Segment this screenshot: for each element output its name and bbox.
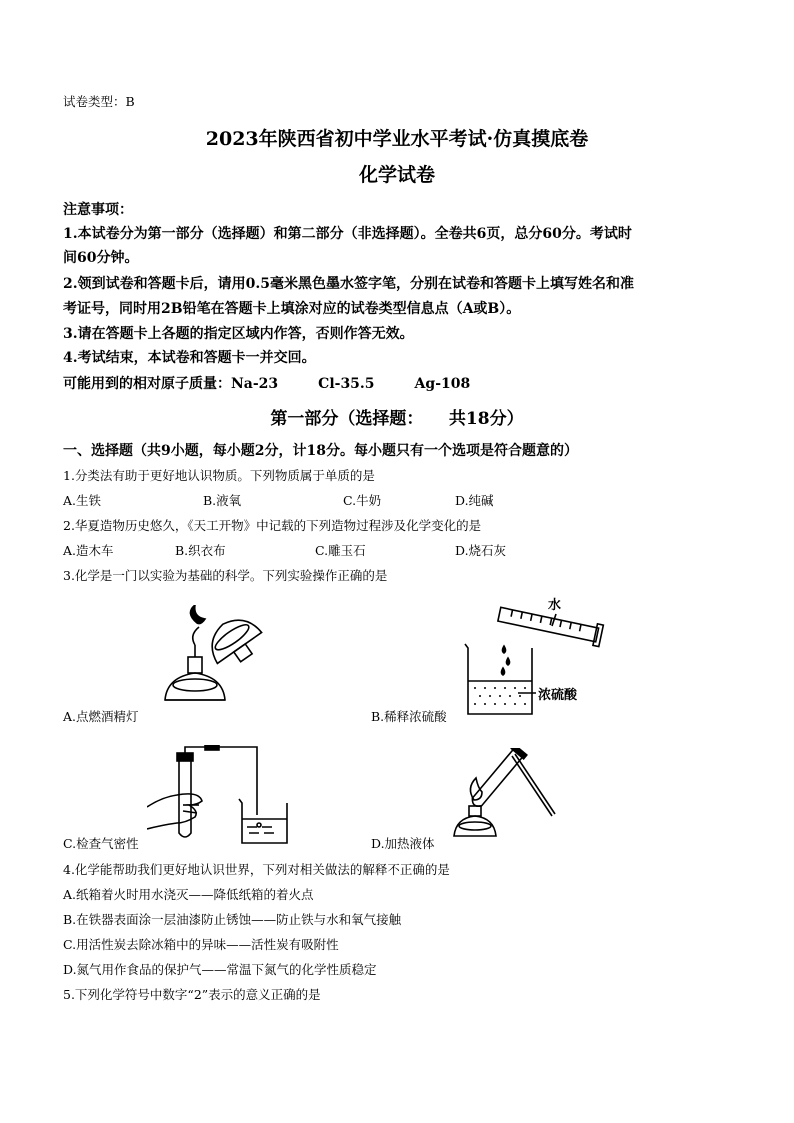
option-b: B.在铁器表面涂一层油漆防止锈蚀——防止铁与水和氧气接触 bbox=[63, 912, 402, 927]
atomic-mass-ag: Ag-108 bbox=[414, 376, 471, 392]
notice-item: 2.领到试卷和答题卡后，请用0.5毫米黑色墨水签字笔，分别在试卷和答题卡上填写姓名和准 bbox=[63, 276, 634, 292]
option-a: A.点燃酒精灯 bbox=[63, 709, 139, 724]
notice-item: 考证号，同时用2B铅笔在答题卡上填涂对应的试卷类型信息点（A或B）。 bbox=[63, 301, 521, 317]
section-heading: 一、选择题（共9小题，每小题2分，计18分。每小题只有一个选项是符合题意的） bbox=[63, 443, 578, 459]
option-b: B.稀释浓硫酸 bbox=[371, 709, 447, 724]
question-stem: 2.华夏造物历史悠久，《天工开物》中记载的下列造物过程涉及化学变化的是 bbox=[63, 518, 482, 533]
figure-airtightness bbox=[147, 745, 302, 845]
atomic-mass-na: Na-23 bbox=[231, 376, 279, 392]
figure-lighting-lamp bbox=[155, 605, 270, 720]
question-stem: 1.分类法有助于更好地认识物质。下列物质属于单质的是 bbox=[63, 468, 375, 483]
option-a: A.纸箱着火时用水浇灭——降低纸箱的着火点 bbox=[63, 887, 314, 902]
notice-heading: 注意事项： bbox=[63, 202, 133, 218]
question-stem: 4.化学能帮助我们更好地认识世界，下列对相关做法的解释不正确的是 bbox=[63, 862, 450, 877]
option-d: D.加热液体 bbox=[371, 836, 435, 851]
atomic-mass-label: 可能用到的相对原子质量： bbox=[63, 376, 231, 392]
exam-subtitle: 化学试卷 bbox=[358, 164, 435, 186]
notice-item: 间60分钟。 bbox=[63, 250, 139, 266]
option-d: D.烧石灰 bbox=[455, 543, 507, 558]
option-b: B.织衣布 bbox=[175, 543, 226, 558]
label-acid: 浓硫酸 bbox=[538, 688, 578, 703]
notice-item: 1.本试卷分为第一部分（选择题）和第二部分（非选择题）。全卷共6页，总分60分。考试时 bbox=[63, 226, 632, 242]
atomic-mass-cl: Cl-35.5 bbox=[318, 376, 375, 392]
option-c: C.用活性炭去除冰箱中的异味——活性炭有吸附性 bbox=[63, 937, 339, 952]
option-b: B.液氧 bbox=[203, 493, 242, 508]
question-stem: 5.下列化学符号中数字“2”表示的意义正确的是 bbox=[63, 987, 321, 1002]
notice-item: 4.考试结束，本试卷和答题卡一并交回。 bbox=[63, 350, 316, 366]
option-c: C.牛奶 bbox=[343, 493, 382, 508]
exam-title: 2023年陕西省初中学业水平考试·仿真摸底卷 bbox=[205, 128, 589, 150]
paper-type: 试卷类型：B bbox=[63, 94, 135, 109]
option-a: A.造木车 bbox=[63, 543, 114, 558]
part1-title: 第一部分（选择题： 共18分） bbox=[270, 409, 524, 429]
figure-diluting-acid bbox=[460, 596, 610, 721]
option-c: C.检查气密性 bbox=[63, 836, 139, 851]
option-a: A.生铁 bbox=[63, 493, 102, 508]
notice-item: 3.请在答题卡上各题的指定区域内作答，否则作答无效。 bbox=[63, 326, 414, 342]
question-stem: 3.化学是一门以实验为基础的科学。下列实验操作正确的是 bbox=[63, 568, 388, 583]
option-d: D.氮气用作食品的保护气——常温下氮气的化学性质稳定 bbox=[63, 962, 377, 977]
option-c: C.雕玉石 bbox=[315, 543, 366, 558]
label-water: 水 bbox=[548, 598, 562, 613]
option-d: D.纯碱 bbox=[455, 493, 494, 508]
atomic-mass-line bbox=[63, 373, 470, 393]
figure-heating-liquid bbox=[452, 748, 562, 843]
